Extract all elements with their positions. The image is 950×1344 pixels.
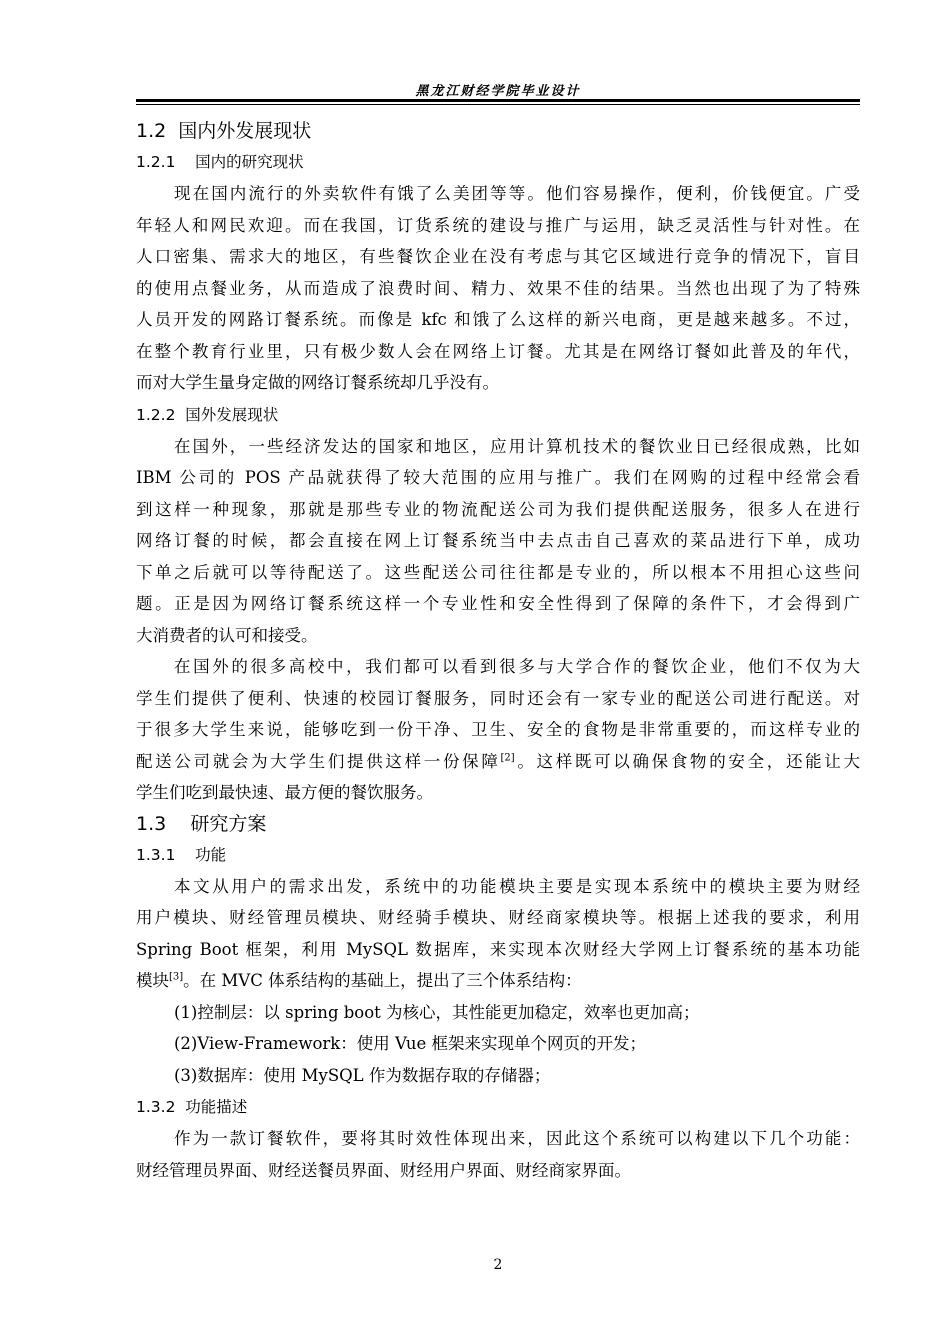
text-line: 在国外，一些经济发达的国家和地区，应用计算机技术的餐饮业日已经很成熟，比如 bbox=[174, 436, 860, 456]
text-line: 于很多大学生来说，能够吃到一份干净、卫生、安全的食物是非常重要的，而这样专业的 bbox=[136, 720, 860, 739]
text-segment: 模块 bbox=[136, 971, 169, 990]
text-line: 的使用点餐业务，从而造成了浪费时间、精力、效果不佳的结果。当然也出现了为了特殊 bbox=[136, 278, 860, 298]
page-number: 2 bbox=[493, 1257, 503, 1273]
header-rule-thick bbox=[136, 99, 860, 102]
citation-ref-3: [3] bbox=[169, 971, 184, 983]
text-line: 题。正是因为网络订餐系统这样一个专业性和安全性得到了保障的条件下，才会得到广 bbox=[136, 594, 860, 613]
text-line: 到这样一种现象，那就是那些专业的物流配送公司为我们提供配送服务，很多人在进行 bbox=[136, 499, 860, 519]
text-line: Spring Boot 框架，利用 MySQL 数据库，来实现本次财经大学网上订餐系统的基本功能 bbox=[136, 939, 860, 959]
section-heading-1-3-2: 1.3.2 功能描述 bbox=[136, 1098, 248, 1116]
text-line: 人员开发的网路订餐系统。而像是 kfc 和饿了么这样的新兴电商，更是越来越多。不过， bbox=[136, 310, 860, 329]
text-line: 现在国内流行的外卖软件有饿了么美团等等。他们容易操作，便利，价钱便宜。广受 bbox=[174, 184, 860, 203]
section-heading-1-3-1: 1.3.1 功能 bbox=[136, 845, 227, 864]
list-item: (3)数据库：使用 MySQL 作为数据存取的存储器； bbox=[174, 1065, 551, 1085]
text-segment: 。这样既可以确保食物的安全，还能让大 bbox=[514, 751, 861, 771]
text-line: 作为一款订餐软件，要将其时效性体现出来，因此这个系统可以构建以下几个功能： bbox=[174, 1129, 860, 1148]
text-line-with-citation bbox=[136, 965, 860, 997]
text-line: IBM 公司的 POS 产品就获得了较大范围的应用与推广。我们在网购的过程中经常会看 bbox=[136, 468, 860, 487]
paragraph-foreign-status-2 bbox=[136, 651, 860, 809]
text-line: 用户模块、财经管理员模块、财经骑手模块、财经商家模块等。根据上述我的要求，利用 bbox=[136, 908, 860, 927]
text-segment: 。在 MVC 体系结构的基础上，提出了三个体系结构： bbox=[183, 971, 582, 990]
section-heading-1-2-2: 1.2.2 国外发展现状 bbox=[136, 405, 279, 424]
page-body bbox=[136, 116, 860, 1186]
header-rule-thin bbox=[136, 104, 860, 105]
list-item: (1)控制层：以 spring boot 为核心，其性能更加稳定，效率也更加高； bbox=[174, 1002, 700, 1022]
text-line: 人口密集、需求大的地区，有些餐饮企业在没有考虑与其它区域进行竞争的情况下，盲目 bbox=[136, 247, 860, 266]
text-line: 学生们提供了便利、快速的校园订餐服务，同时还会有一家专业的配送公司进行配送。对 bbox=[136, 688, 860, 708]
paragraph-domestic-status bbox=[136, 178, 860, 399]
text-line: 而对大学生量身定做的网络订餐系统却几乎没有。 bbox=[136, 373, 499, 392]
text-line-with-citation bbox=[136, 746, 860, 778]
paragraph-function-description bbox=[136, 1123, 860, 1186]
list-item: (2)View-Framework：使用 Vue 框架来实现单个网页的开发； bbox=[174, 1034, 647, 1053]
paragraph-functions bbox=[136, 871, 860, 997]
text-line: 财经管理员界面、财经送餐员界面、财经用户界面、财经商家界面。 bbox=[136, 1160, 631, 1180]
running-header: 黑龙江财经学院毕业设计 bbox=[415, 84, 581, 99]
text-line: 大消费者的认可和接受。 bbox=[136, 625, 318, 645]
paragraph-foreign-status-1 bbox=[136, 431, 860, 652]
text-line: 学生们吃到最快速、最方便的餐饮服务。 bbox=[136, 783, 433, 802]
citation-ref-2: [2] bbox=[500, 752, 515, 763]
text-line: 网络订餐的时候，都会直接在网上订餐系统当中去点击自己喜欢的菜品进行下单，成功 bbox=[136, 531, 860, 550]
section-heading-1-2-1: 1.2.1 国内的研究现状 bbox=[136, 153, 304, 171]
text-line: 在整个教育行业里，只有极少数人会在网络上订餐。尤其是在网络订餐如此普及的年代， bbox=[136, 341, 860, 361]
text-line: 本文从用户的需求出发，系统中的功能模块主要是实现本系统中的模块主要为财经 bbox=[174, 876, 860, 896]
text-line: 在国外的很多高校中，我们都可以看到很多与大学合作的餐饮企业，他们不仅为大 bbox=[174, 657, 860, 676]
text-line: 下单之后就可以等待配送了。这些配送公司往往都是专业的，所以根本不用担心这些问 bbox=[136, 562, 860, 582]
text-line: 年轻人和网民欢迎。而在我国，订货系统的建设与推广与运用，缺乏灵活性与针对性。在 bbox=[136, 215, 860, 235]
text-segment: 配送公司就会为大学生们提供这样一份保障 bbox=[136, 751, 501, 771]
section-heading-1-3: 1.3 研究方案 bbox=[136, 812, 267, 835]
section-heading-1-2: 1.2 国内外发展现状 bbox=[136, 120, 312, 142]
